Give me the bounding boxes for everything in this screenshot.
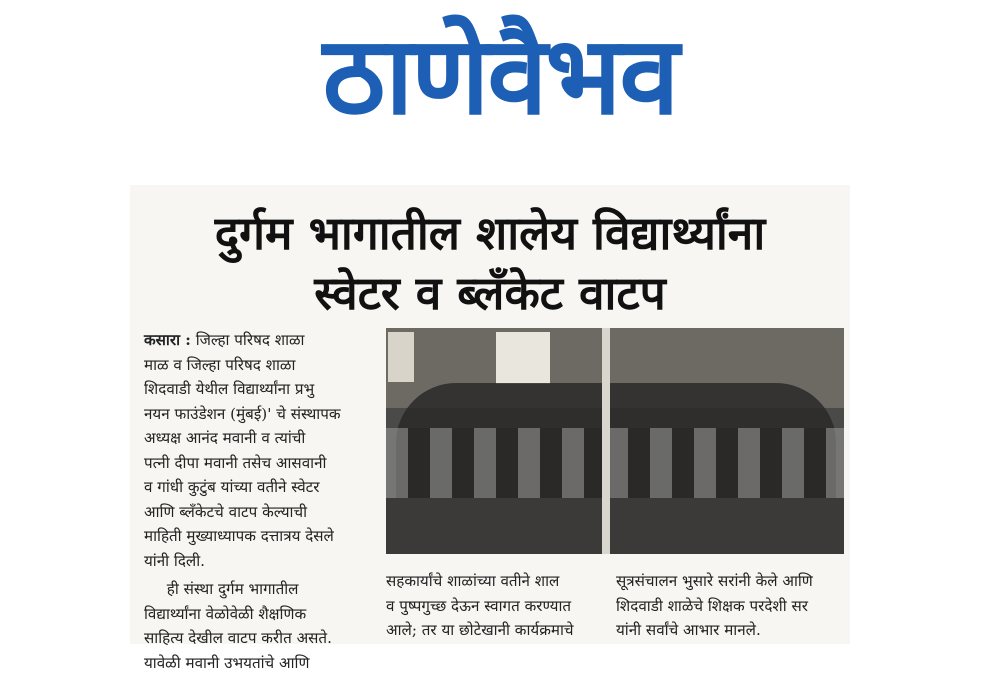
paragraph-4 [616, 569, 844, 643]
headline-line-1: दुर्गम भागातील शालेय विद्यार्थ्यांना [214, 206, 766, 260]
text-line: पत्नी दीपा मवानी तसेच आसवानी [144, 453, 327, 472]
paragraph-2 [144, 577, 381, 675]
paragraph-1 [144, 328, 381, 573]
article-page [130, 185, 850, 672]
text-line: माहिती मुख्याध्यापक दत्तात्रय देसले [144, 527, 334, 545]
text-line: विद्यार्थ्यांना वेळोवेळी शैक्षणिक [144, 604, 307, 623]
text-line: नयन फाउंडेशन (मुंबई)' चे संस्थापक [144, 404, 341, 423]
text-line: शिदवाडी शाळेचे शिक्षक परदेशी सर [616, 596, 808, 615]
headline-line-2: स्वेटर व ब्लँकेट वाटप [314, 266, 666, 320]
dateline: कसारा : [144, 331, 191, 349]
article-column-middle [386, 569, 616, 643]
article-headline [130, 203, 850, 323]
article-column-right [616, 569, 844, 643]
text-line: व पुष्पगुच्छ देऊन स्वागत करण्यात [386, 596, 572, 615]
photo-ground [386, 498, 844, 554]
text-line: माळ व जिल्हा परिषद शाळा [144, 355, 296, 374]
text-line: यांनी सर्वांचे आभार मानले. [616, 621, 761, 639]
masthead [0, 0, 1000, 185]
text-line: साहित्य देखील वाटप करीत असते. [144, 629, 332, 647]
photo-poster [496, 332, 550, 384]
text-line: अध्यक्ष आनंद मवानी व त्यांची [144, 429, 306, 447]
text-line: यांनी दिली. [144, 551, 205, 570]
text-line: जिल्हा परिषद शाळा [195, 331, 305, 349]
text-line: सहकार्यांचे शाळांच्या वतीने शाल [386, 572, 560, 590]
text-line: ही संस्था दुर्गम भागातील [166, 580, 299, 598]
text-line: यावेळी मवानी उभयतांचे आणि [144, 653, 310, 672]
text-line: व गांधी कुटुंब यांच्या वतीने स्वेटर [144, 478, 320, 496]
photo-pole [602, 328, 610, 554]
text-line: आणि ब्लँकेटचे वाटप केल्याची [144, 502, 308, 521]
photo-notice-board [388, 332, 414, 382]
text-line: सूत्रसंचालन भुसारे सरांनी केले आणि [616, 572, 813, 590]
text-line: शिदवाडी येथील विद्यार्थ्यांना प्रभु [144, 380, 315, 398]
article-column-left [144, 328, 381, 675]
newspaper-logo: ठाणेवैभव [322, 14, 678, 139]
text-line: आले; तर या छोटेखानी कार्यक्रमाचे [386, 621, 574, 639]
paragraph-3 [386, 569, 616, 643]
event-photo [386, 328, 844, 554]
